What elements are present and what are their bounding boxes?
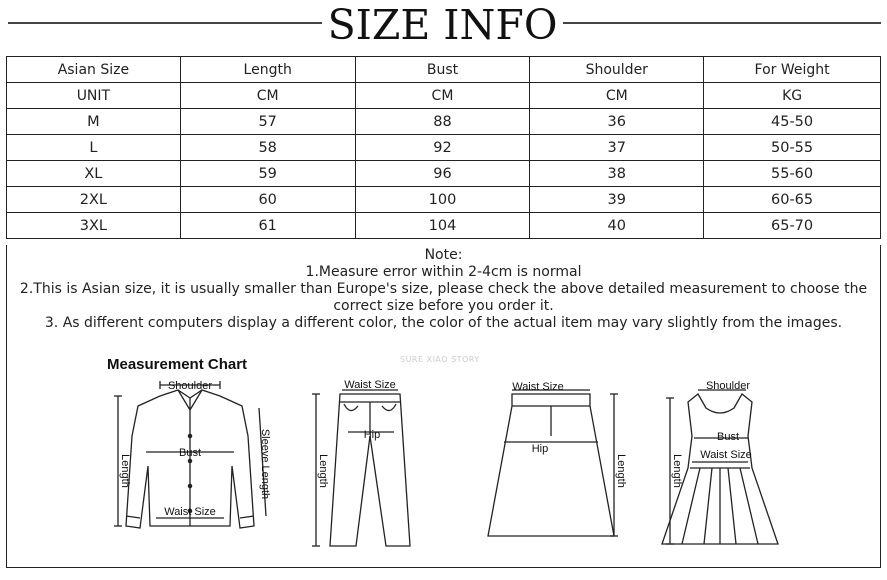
notes — [7, 247, 880, 332]
table-cell: 92 — [355, 135, 530, 161]
table-cell: 2XL — [7, 187, 181, 213]
header-cell: Bust — [355, 57, 530, 83]
table-cell: 61 — [180, 213, 355, 239]
skirt-diagram — [480, 376, 630, 552]
shirt-shoulder-label: Shoulder — [167, 380, 213, 392]
table-cell: 58 — [180, 135, 355, 161]
note-line-1: 1.Measure error within 2-4cm is normal — [305, 264, 582, 280]
page-title: SIZE INFO — [327, 1, 558, 49]
table-cell: 60-65 — [704, 187, 881, 213]
table-cell: 55-60 — [704, 161, 881, 187]
notes-heading: Note: — [424, 247, 463, 263]
table-cell: 88 — [355, 109, 530, 135]
dress-diagram — [660, 376, 780, 552]
unit-cell: CM — [180, 83, 355, 109]
note-line-3: 3. As different computers display a different color, the color of the actual item may vary slightly from the images. — [44, 315, 843, 331]
title-rule-right — [563, 22, 881, 24]
dress-pleats — [682, 468, 758, 544]
table-row — [7, 109, 881, 135]
unit-cell: KG — [704, 83, 881, 109]
pants-waist-label: Waist Size — [344, 379, 396, 391]
watermark: SURE XIAO STORY — [400, 355, 480, 364]
table-row — [7, 187, 881, 213]
skirt-hip-label: Hip — [531, 443, 549, 455]
table-cell: 57 — [180, 109, 355, 135]
pants-length-label: Length — [317, 454, 329, 488]
pants-diagram — [302, 376, 422, 552]
pants-hip-label: Hip — [363, 429, 381, 441]
header-cell: Asian Size — [7, 57, 181, 83]
table-cell: 39 — [530, 187, 704, 213]
title-rule-left — [8, 22, 322, 24]
table-cell: 100 — [355, 187, 530, 213]
table-cell: M — [7, 109, 181, 135]
measurement-chart-title: Measurement Chart — [107, 356, 248, 373]
table-cell: 40 — [530, 213, 704, 239]
table-cell: 36 — [530, 109, 704, 135]
table-row — [7, 161, 881, 187]
skirt-length-label: Length — [615, 454, 627, 488]
table-cell: L — [7, 135, 181, 161]
shirt-waist-label: Waist Size — [164, 506, 216, 518]
table-row — [7, 213, 881, 239]
table-header-row — [7, 57, 881, 83]
size-table — [6, 56, 881, 239]
table-cell: 38 — [530, 161, 704, 187]
dress-bust-label: Bust — [716, 431, 740, 443]
unit-cell: UNIT — [7, 83, 181, 109]
header-cell: Length — [180, 57, 355, 83]
note-line-2: 2.This is Asian size, it is usually smaller than Europe's size, please check the above detailed measurement to choose the correct size before you order it. — [19, 281, 868, 314]
table-cell: XL — [7, 161, 181, 187]
table-cell: 3XL — [7, 213, 181, 239]
shirt-sleeve-label: Sleeve Length — [259, 428, 271, 500]
table-row — [7, 135, 881, 161]
dress-shoulder-label: Shoulder — [705, 380, 751, 392]
header-cell: Shoulder — [530, 57, 704, 83]
shirt-length-label: Length — [119, 454, 131, 488]
table-cell: 104 — [355, 213, 530, 239]
header-cell: For Weight — [704, 57, 881, 83]
table-cell: 60 — [180, 187, 355, 213]
shirt-bust-label: Bust — [178, 447, 202, 459]
table-cell: 96 — [355, 161, 530, 187]
table-cell: 50-55 — [704, 135, 881, 161]
title-bar — [0, 0, 887, 52]
table-cell: 65-70 — [704, 213, 881, 239]
table-cell: 45-50 — [704, 109, 881, 135]
shirt-diagram — [104, 376, 280, 546]
table-cell: 37 — [530, 135, 704, 161]
table-cell: 59 — [180, 161, 355, 187]
skirt-waist-label: Waist Size — [512, 381, 564, 393]
unit-cell: CM — [355, 83, 530, 109]
dress-waist-label: Waist Size — [700, 449, 752, 461]
table-unit-row — [7, 83, 881, 109]
unit-cell: CM — [530, 83, 704, 109]
dress-length-label: Length — [671, 454, 683, 488]
